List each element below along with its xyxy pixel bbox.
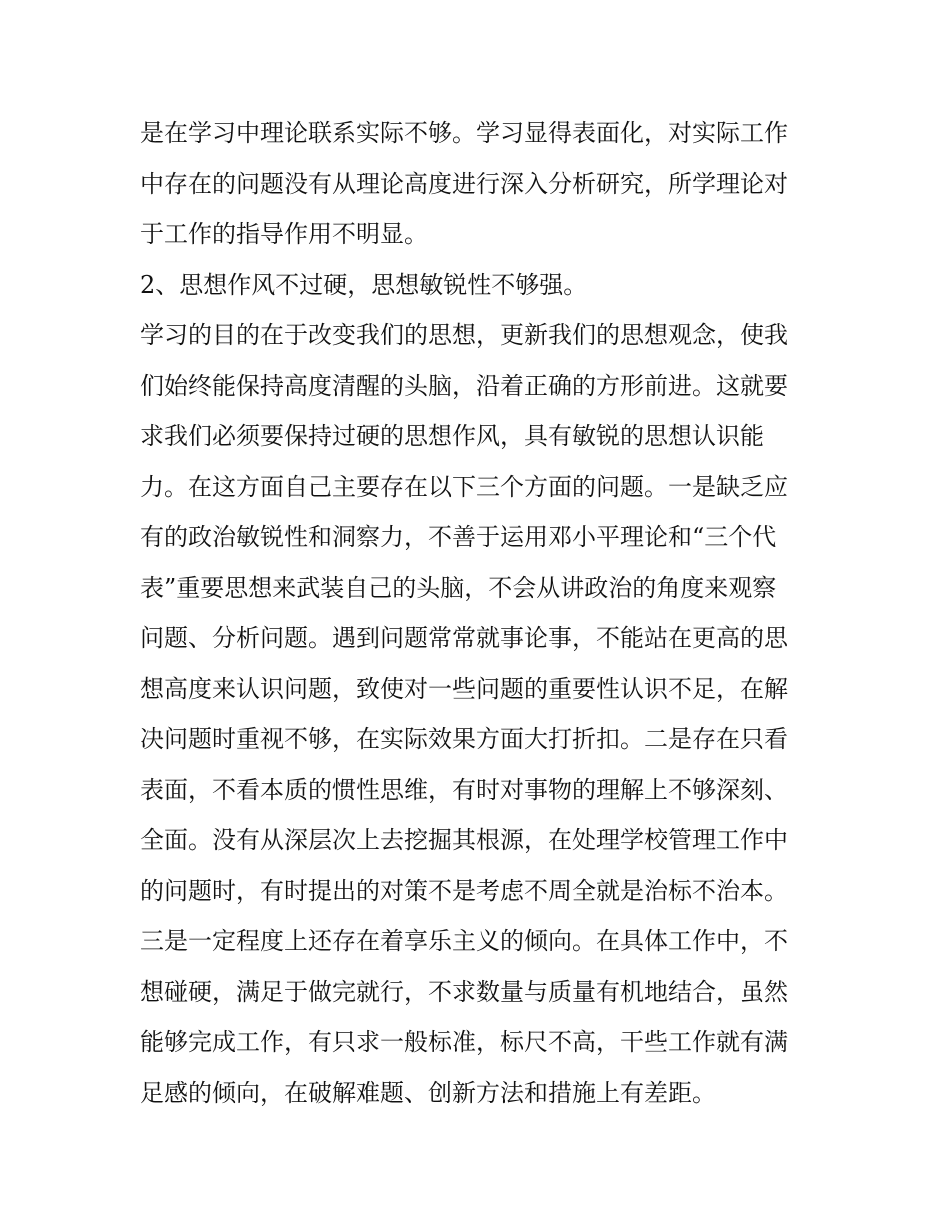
text-line: 有的政治敏锐性和洞察力，不善于运用邓小平理论和“三个代 — [140, 523, 777, 551]
text-line: 力。在这方面自己主要存在以下三个方面的问题。一是缺乏应 — [140, 472, 788, 501]
text-line: 是在学习中理论联系实际不够。学习显得表面化，对实际工作 — [140, 119, 788, 147]
text-line: 的问题时，有时提出的对策不是考虑不周全就是治标不治本。 — [140, 876, 788, 905]
text-line: 表面，不看本质的惯性思维，有时对事物的理解上不够深刻、 — [140, 775, 788, 804]
text-line: 想碰硬，满足于做完就行，不求数量与质量有机地结合，虽然 — [140, 977, 788, 1006]
text-line: 三是一定程度上还存在着享乐主义的倾向。在具体工作中，不 — [140, 927, 788, 955]
document-body — [140, 108, 830, 1118]
text-line: 能够完成工作，有只求一般标准，标尺不高，干些工作就有满 — [140, 1028, 788, 1056]
text-line: 全面。没有从深层次上去挖掘其根源，在处理学校管理工作中 — [140, 826, 788, 854]
text-line: 问题、分析问题。遇到问题常常就事论事，不能站在更高的思 — [140, 624, 788, 652]
section-heading: 2、思想作风不过硬，思想敏锐性不够强。 — [140, 270, 588, 299]
text-line: 们始终能保持高度清醒的头脑，沿着正确的方形前进。这就要 — [140, 371, 788, 400]
text-line: 于工作的指导作用不明显。 — [140, 220, 428, 248]
text-line: 中存在的问题没有从理论高度进行深入分析研究，所学理论对 — [140, 169, 788, 198]
text-line: 表”重要思想来武装自己的头脑，不会从讲政治的角度来观察 — [140, 573, 777, 602]
text-line: 足感的倾向，在破解难题、创新方法和措施上有差距。 — [140, 1078, 716, 1107]
text-line: 求我们必须要保持过硬的思想作风，具有敏锐的思想认识能 — [140, 422, 764, 450]
text-line: 想高度来认识问题，致使对一些问题的重要性认识不足，在解 — [140, 674, 788, 703]
text-line: 决问题时重视不够，在实际效果方面大打折扣。二是存在只看 — [140, 725, 788, 753]
text-line: 学习的目的在于改变我们的思想，更新我们的思想观念，使我 — [140, 321, 788, 349]
